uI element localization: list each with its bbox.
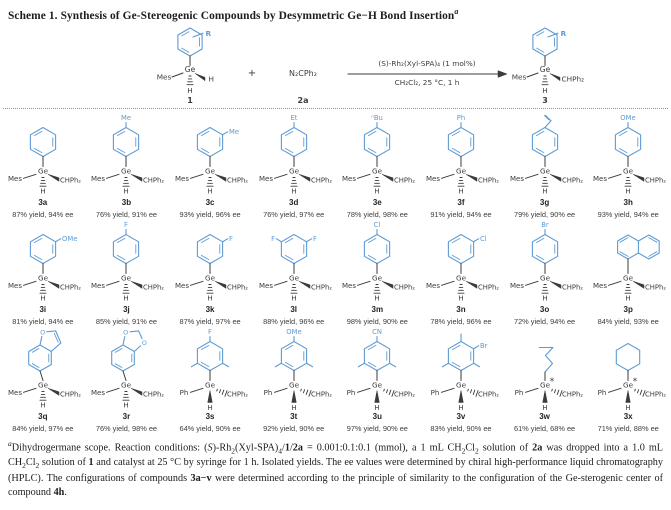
compound-yield: 72% yield, 94% ee — [513, 316, 576, 326]
footnote-segment: Cl — [465, 442, 476, 454]
structure-3f — [420, 112, 502, 198]
svg-text:Mes: Mes — [511, 72, 527, 82]
svg-text:Ge: Ge — [121, 273, 132, 283]
svg-text:F: F — [270, 234, 275, 243]
footnote-segment: / — [282, 442, 285, 454]
compound-label: 3q — [38, 411, 48, 421]
svg-text:Ge: Ge — [455, 166, 466, 176]
footnote-segment: solution of — [478, 442, 533, 454]
svg-text:Mes: Mes — [91, 174, 106, 183]
svg-text:OMe: OMe — [61, 234, 78, 243]
svg-text:O: O — [142, 338, 148, 347]
svg-text:3: 3 — [542, 95, 548, 105]
compound-cell-3l — [252, 219, 336, 326]
compound-cell-3v — [419, 326, 503, 433]
svg-text:Mes: Mes — [175, 174, 190, 183]
svg-text:F: F — [229, 234, 233, 243]
compound-label: 3r — [122, 411, 131, 421]
compound-label: 3i — [39, 304, 47, 314]
footnote-segment: solution of — [39, 457, 89, 469]
svg-text:H: H — [541, 403, 548, 412]
structure-3o — [504, 219, 586, 305]
svg-text:N₂CPh₂: N₂CPh₂ — [289, 68, 317, 78]
svg-text:H: H — [40, 187, 46, 196]
svg-text:CHPh₂: CHPh₂ — [227, 283, 249, 292]
svg-text:CHPh₂: CHPh₂ — [59, 283, 81, 292]
svg-text:Ge: Ge — [539, 380, 550, 390]
compound-cell-3b — [85, 112, 169, 219]
structure-3x — [587, 326, 669, 412]
svg-text:O: O — [123, 328, 129, 337]
compound-label: 3e — [372, 197, 382, 207]
svg-text:Mes: Mes — [509, 281, 524, 290]
structure-3k — [169, 219, 251, 305]
svg-text:H: H — [40, 294, 46, 303]
svg-text:CHPh₂: CHPh₂ — [561, 283, 583, 292]
svg-text:H: H — [541, 294, 548, 303]
compound-cell-3n — [419, 219, 503, 326]
svg-text:H: H — [207, 294, 213, 303]
svg-text:CHPh₂: CHPh₂ — [227, 390, 249, 399]
footnote-segment: 2 — [35, 461, 40, 471]
compound-yield: 79% yield, 90% ee — [513, 209, 576, 219]
compound-cell-3t — [252, 326, 336, 433]
compound-yield: 93% yield, 96% ee — [179, 209, 241, 219]
svg-text:Me: Me — [121, 113, 132, 122]
svg-text:H: H — [541, 187, 548, 196]
svg-text:H: H — [458, 403, 464, 412]
svg-text:Ge: Ge — [623, 166, 634, 176]
structure-3v — [420, 326, 502, 412]
structure-3u — [336, 326, 418, 412]
svg-text:CHPh₂: CHPh₂ — [143, 283, 165, 292]
svg-text:H: H — [207, 187, 213, 196]
svg-text:R: R — [560, 28, 567, 38]
compound-cell-3q — [1, 326, 85, 433]
svg-text:OMe: OMe — [620, 113, 636, 122]
compound-yield: 87% yield, 97% ee — [179, 316, 241, 326]
svg-text:CHPh₂: CHPh₂ — [645, 390, 667, 399]
compound-yield: 76% yield, 91% ee — [95, 209, 158, 219]
compound-grid — [0, 109, 671, 433]
compound-yield: 76% yield, 98% ee — [95, 423, 158, 433]
compound-yield: 84% yield, 97% ee — [12, 423, 74, 433]
svg-text:H: H — [374, 403, 380, 412]
footnote-segment: 2 — [22, 461, 26, 471]
compound-label: 3t — [290, 411, 298, 421]
structure-3i — [2, 219, 84, 305]
compound-yield: 87% yield, 94% ee — [12, 209, 74, 219]
footnote-segment: and catalyst at 25 °C by syringe for 1 h. Isolated yields. The ee values were determined by chiral high-performance liquid chromatography (HPLC). The configurations of compounds — [8, 457, 663, 484]
svg-text:CHPh₂: CHPh₂ — [561, 74, 585, 84]
footnote-segment: 3a−v — [190, 472, 212, 484]
svg-text:CHPh₂: CHPh₂ — [310, 283, 332, 292]
svg-text:Mes: Mes — [7, 281, 22, 290]
svg-text:Ge: Ge — [372, 380, 383, 390]
svg-text:Br: Br — [540, 220, 549, 229]
svg-text:Ge: Ge — [455, 273, 466, 283]
svg-text:Ge: Ge — [184, 64, 196, 74]
footnote — [8, 439, 663, 500]
svg-text:CHPh₂: CHPh₂ — [310, 176, 332, 185]
compound-yield: 78% yield, 96% ee — [430, 316, 492, 326]
svg-text:Ge: Ge — [37, 166, 48, 176]
footnote-segment: Dihydrogermane scope. Reaction conditions: ( — [11, 442, 208, 454]
svg-text:ⁿBu: ⁿBu — [371, 113, 384, 122]
compound-cell-3i — [1, 219, 85, 326]
compound-yield: 78% yield, 98% ee — [346, 209, 408, 219]
compound-label: 3d — [289, 197, 299, 207]
footnote-segment: was dropped into a 1.0 mL CH — [8, 442, 664, 469]
compound-label: 3j — [123, 304, 130, 314]
svg-text:H: H — [291, 294, 297, 303]
compound-label: 3w — [539, 411, 550, 421]
svg-text:Mes: Mes — [7, 388, 22, 397]
compound-cell-3w — [503, 326, 587, 433]
svg-text:2a: 2a — [297, 95, 309, 105]
structure-3b — [85, 112, 167, 198]
svg-text:1: 1 — [187, 95, 193, 105]
svg-text:CHPh₂: CHPh₂ — [59, 176, 81, 185]
svg-text:Ge: Ge — [623, 273, 634, 283]
compound-yield: 97% yield, 90% ee — [346, 423, 408, 433]
svg-text:+: + — [247, 67, 257, 79]
svg-text:Mes: Mes — [342, 281, 357, 290]
svg-text:CHPh₂: CHPh₂ — [310, 390, 332, 399]
structure-3l — [253, 219, 335, 305]
scheme-title — [0, 0, 671, 22]
svg-text:CHPh₂: CHPh₂ — [561, 390, 583, 399]
svg-text:H: H — [291, 403, 297, 412]
svg-text:Et: Et — [290, 113, 298, 122]
svg-text:Mes: Mes — [7, 174, 22, 183]
compound-cell-3j — [85, 219, 169, 326]
footnote-segment: a — [8, 438, 12, 448]
svg-text:H: H — [187, 85, 193, 95]
svg-text:Mes: Mes — [509, 174, 524, 183]
compound-yield: 93% yield, 94% ee — [597, 209, 659, 219]
structure-3g — [504, 112, 586, 198]
svg-text:Ge: Ge — [121, 380, 132, 390]
svg-text:H: H — [123, 401, 130, 410]
compound-cell-3s — [168, 326, 252, 433]
svg-text:CN: CN — [372, 327, 383, 336]
compound-label: 3s — [205, 411, 215, 421]
compound-label: 3c — [205, 197, 215, 207]
compound-cell-3k — [168, 219, 252, 326]
compound-yield: 88% yield, 96% ee — [263, 316, 325, 326]
svg-text:Ph: Ph — [456, 113, 466, 122]
compound-cell-3h — [586, 112, 670, 219]
svg-text:(S)-Rh₂(Xyl-SPA)₄ (1 mol%): (S)-Rh₂(Xyl-SPA)₄ (1 mol%) — [378, 58, 476, 68]
compound-label: 3k — [205, 304, 215, 314]
svg-text:Me: Me — [229, 127, 240, 136]
svg-text:Ge: Ge — [539, 64, 551, 74]
reaction-scheme — [0, 24, 671, 106]
svg-text:Ge: Ge — [205, 380, 216, 390]
compound-cell-3o — [503, 219, 587, 326]
svg-text:Ge: Ge — [121, 166, 132, 176]
svg-text:H: H — [374, 187, 380, 196]
svg-text:Ge: Ge — [37, 380, 48, 390]
svg-text:Ph: Ph — [430, 388, 440, 397]
compound-label: 3f — [457, 197, 465, 207]
svg-text:Mes: Mes — [91, 281, 106, 290]
structure-3t — [253, 326, 335, 412]
footnote-segment: / — [289, 442, 293, 454]
structure-3a — [2, 112, 84, 198]
footnote-segment: S — [207, 442, 213, 454]
svg-text:Mes: Mes — [156, 72, 172, 82]
structure-3c — [169, 112, 251, 198]
footnote-segment: 1 — [88, 457, 94, 469]
svg-text:H: H — [208, 74, 214, 84]
svg-text:H: H — [291, 187, 297, 196]
structure-3r — [85, 326, 167, 412]
footnote-segment: 2a — [532, 442, 543, 454]
compound-cell-3r — [85, 326, 169, 433]
structure-3e — [336, 112, 418, 198]
svg-text:F: F — [208, 327, 213, 336]
svg-text:CHPh₂: CHPh₂ — [645, 176, 667, 185]
svg-text:CH₂Cl₂, 25 °C, 1 h: CH₂Cl₂, 25 °C, 1 h — [394, 77, 460, 87]
footnote-segment: )-Rh — [212, 442, 232, 454]
svg-text:CHPh₂: CHPh₂ — [394, 390, 416, 399]
svg-text:CHPh₂: CHPh₂ — [143, 176, 165, 185]
structure-3d — [253, 112, 335, 198]
compound-yield: 92% yield, 90% ee — [263, 423, 325, 433]
svg-text:H: H — [458, 294, 464, 303]
structure-3s — [169, 326, 251, 412]
svg-text:*: * — [632, 376, 638, 387]
footnote-segment: 2 — [231, 446, 236, 456]
compound-yield: 91% yield, 94% ee — [430, 209, 492, 219]
compound-label: 3b — [121, 197, 132, 207]
svg-text:*: * — [549, 376, 554, 387]
structure-3j — [85, 219, 167, 305]
footnote-segment: 4h — [53, 486, 65, 498]
svg-text:Mes: Mes — [593, 174, 608, 183]
compound-cell-3d — [252, 112, 336, 219]
svg-text:Mes: Mes — [175, 281, 190, 290]
compound-yield: 84% yield, 93% ee — [597, 316, 659, 326]
svg-text:H: H — [123, 294, 130, 303]
svg-text:Mes: Mes — [425, 281, 440, 290]
svg-text:H: H — [374, 294, 380, 303]
svg-text:CHPh₂: CHPh₂ — [59, 390, 81, 399]
svg-text:Ge: Ge — [623, 380, 634, 390]
footnote-segment: = 0.001:0.1:0.1 (mmol), a 1 mL CH — [302, 442, 462, 454]
svg-text:Ge: Ge — [37, 273, 48, 283]
compound-cell-3f — [419, 112, 503, 219]
reaction-scheme-drawing — [0, 24, 671, 106]
svg-text:Br: Br — [479, 341, 488, 350]
footnote-segment: 2 — [461, 446, 466, 456]
svg-text:Ge: Ge — [288, 380, 299, 390]
svg-text:H: H — [458, 187, 464, 196]
svg-text:Ph: Ph — [179, 388, 189, 397]
svg-text:Mes: Mes — [593, 281, 608, 290]
svg-text:CHPh₂: CHPh₂ — [477, 390, 499, 399]
compound-cell-3x — [586, 326, 670, 433]
svg-text:CHPh₂: CHPh₂ — [561, 176, 583, 185]
compound-yield: 81% yield, 94% ee — [12, 316, 74, 326]
svg-text:Ph: Ph — [514, 388, 523, 397]
compound-yield: 98% yield, 90% ee — [346, 316, 408, 326]
compound-cell-3m — [336, 219, 420, 326]
compound-yield: 61% yield, 68% ee — [513, 423, 576, 433]
compound-label: 3p — [623, 304, 633, 314]
svg-text:Mes: Mes — [258, 174, 273, 183]
svg-text:CHPh₂: CHPh₂ — [477, 283, 499, 292]
footnote-segment: 2 — [475, 446, 479, 456]
svg-text:Ph: Ph — [346, 388, 356, 397]
footnote-segment: Cl — [25, 457, 36, 469]
svg-text:OMe: OMe — [285, 327, 302, 336]
footnote-segment: . — [64, 486, 67, 498]
svg-text:Ge: Ge — [288, 273, 299, 283]
structure-3m — [336, 219, 418, 305]
svg-text:Ge: Ge — [539, 273, 550, 283]
compound-cell-3c — [168, 112, 252, 219]
svg-text:CHPh₂: CHPh₂ — [394, 176, 416, 185]
scheme-title-footnote-mark: a — [454, 7, 459, 16]
compound-yield: 85% yield, 91% ee — [95, 316, 158, 326]
structure-3q — [2, 326, 84, 412]
compound-label: 3v — [456, 411, 466, 421]
compound-yield: 76% yield, 97% ee — [263, 209, 325, 219]
structure-3w — [504, 326, 586, 412]
footnote-segment: 2a — [292, 442, 303, 454]
compound-label: 3n — [456, 304, 466, 314]
compound-cell-3p — [586, 219, 670, 326]
svg-text:Ph: Ph — [597, 388, 607, 397]
structure-3n — [420, 219, 502, 305]
footnote-segment: (Xyl-SPA) — [235, 442, 279, 454]
svg-text:Mes: Mes — [258, 281, 273, 290]
svg-text:Ge: Ge — [539, 166, 550, 176]
structure-3h — [587, 112, 669, 198]
compound-label: 3h — [623, 197, 633, 207]
compound-yield: 64% yield, 90% ee — [179, 423, 241, 433]
compound-cell-3u — [336, 326, 420, 433]
svg-text:CHPh₂: CHPh₂ — [394, 283, 416, 292]
svg-text:R: R — [205, 28, 212, 38]
compound-cell-3e — [336, 112, 420, 219]
svg-text:F: F — [124, 220, 129, 229]
svg-text:Ge: Ge — [455, 380, 466, 390]
compound-label: 3u — [372, 411, 382, 421]
compound-label: 3m — [371, 304, 384, 314]
compound-cell-3g — [503, 112, 587, 219]
svg-text:H: H — [625, 294, 631, 303]
svg-text:H: H — [207, 403, 213, 412]
svg-text:Ge: Ge — [372, 166, 383, 176]
compound-cell-3a — [1, 112, 85, 219]
svg-text:CHPh₂: CHPh₂ — [645, 283, 667, 292]
compound-yield: 71% yield, 88% ee — [597, 423, 659, 433]
svg-text:Ge: Ge — [205, 166, 216, 176]
svg-text:CHPh₂: CHPh₂ — [227, 176, 249, 185]
svg-text:F: F — [312, 234, 317, 243]
svg-text:Mes: Mes — [342, 174, 357, 183]
svg-text:Ph: Ph — [263, 388, 273, 397]
svg-text:Mes: Mes — [91, 388, 106, 397]
scheme-title-text: Scheme 1. Synthesis of Ge-Stereogenic Compounds by Desymmetric Ge−H Bond Insertion — [8, 9, 455, 22]
compound-label: 3o — [539, 304, 550, 314]
svg-text:Ge: Ge — [205, 273, 216, 283]
footnote-segment: 4 — [278, 446, 283, 456]
svg-text:CHPh₂: CHPh₂ — [477, 176, 499, 185]
svg-text:CHPh₂: CHPh₂ — [143, 390, 165, 399]
svg-text:H: H — [542, 85, 548, 95]
svg-text:Mes: Mes — [425, 174, 440, 183]
svg-text:Ge: Ge — [372, 273, 383, 283]
svg-text:Ge: Ge — [288, 166, 299, 176]
svg-text:Cl: Cl — [479, 234, 487, 243]
compound-yield: 83% yield, 90% ee — [430, 423, 492, 433]
structure-3p — [587, 219, 669, 305]
compound-label: 3x — [623, 411, 633, 421]
svg-text:Cl: Cl — [373, 220, 381, 229]
compound-label: 3a — [38, 197, 48, 207]
compound-label: 3l — [290, 304, 298, 314]
svg-text:H: H — [625, 187, 631, 196]
svg-text:H: H — [40, 401, 46, 410]
svg-text:H: H — [123, 187, 130, 196]
footnote-segment: were determined according to the principle of similarity to the configuration of the Ge-sterogenic center of compound — [8, 472, 663, 498]
svg-text:H: H — [625, 403, 631, 412]
footnote-segment: 1 — [284, 442, 290, 454]
svg-text:O: O — [39, 328, 46, 337]
compound-label: 3g — [539, 197, 550, 207]
